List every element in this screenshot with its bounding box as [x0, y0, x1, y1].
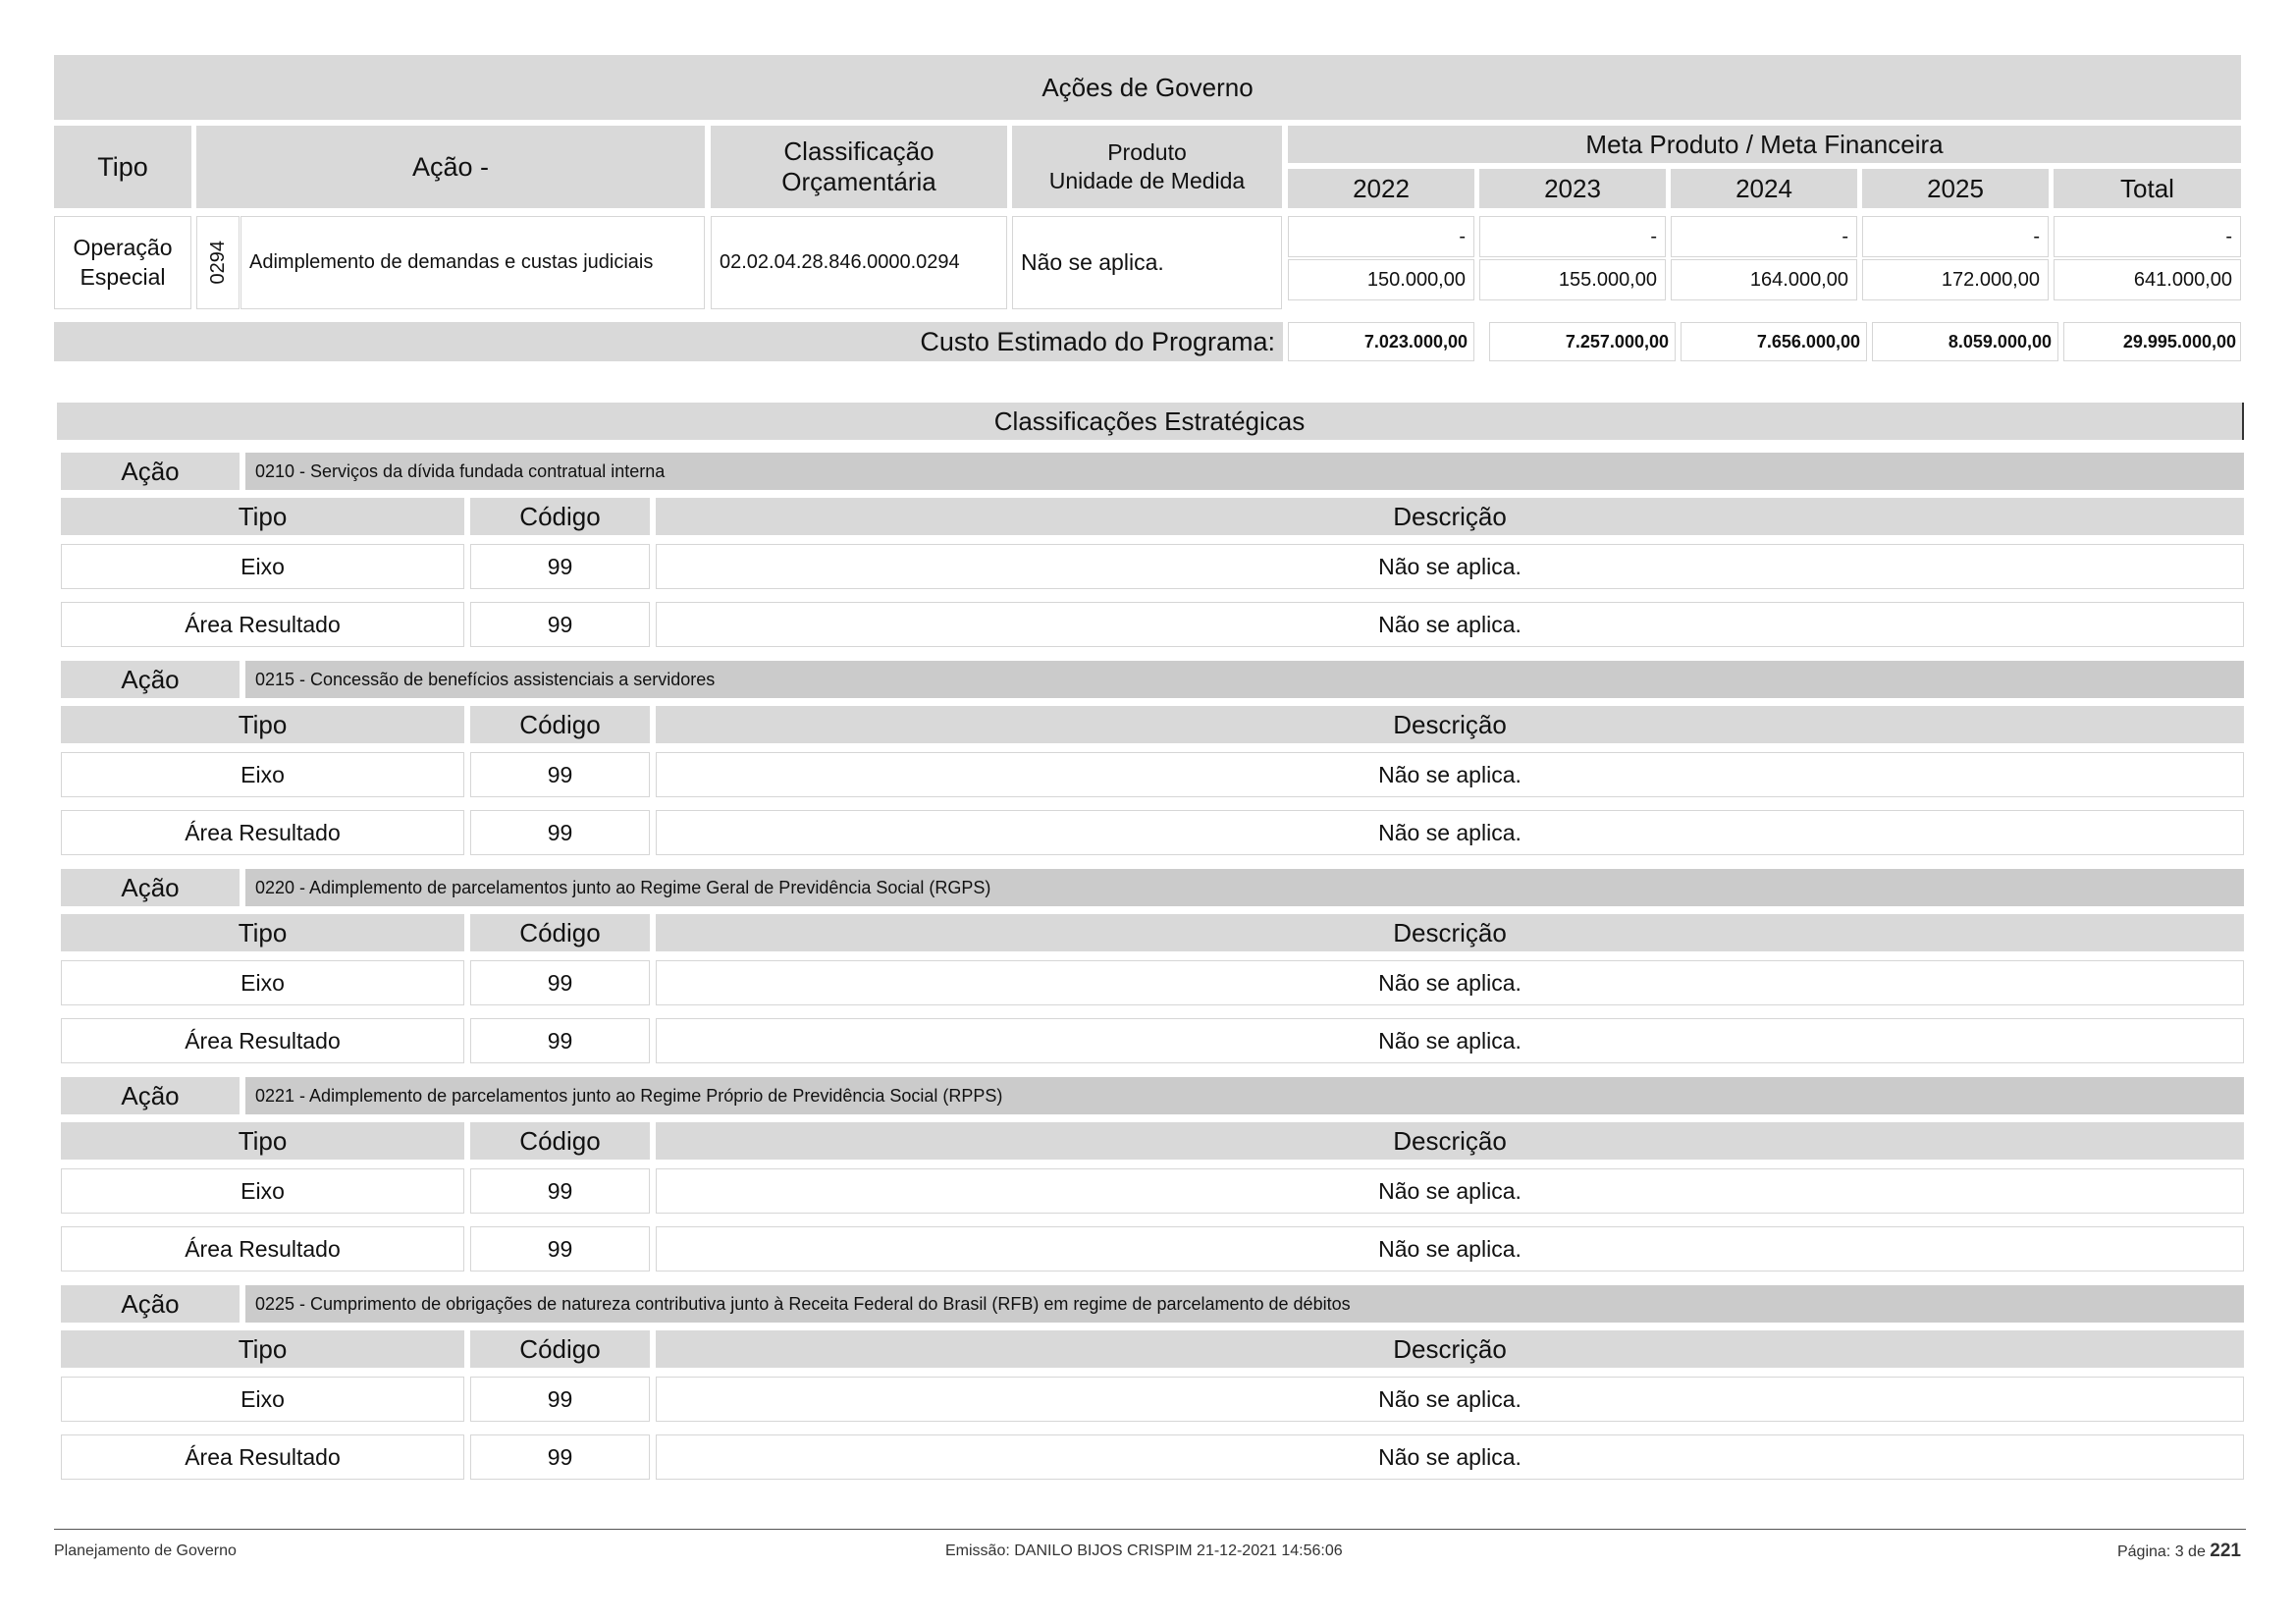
row-tipo-line1: Operação [73, 234, 173, 260]
meta-financeira-cell: 150.000,00 [1288, 259, 1474, 300]
footer-page-total: 221 [2210, 1541, 2241, 1561]
row-codigo: 99 [470, 960, 650, 1005]
col-header-descricao: Descrição [656, 1122, 2244, 1160]
acao-label: Ação [61, 453, 240, 490]
row-codigo: 99 [470, 1226, 650, 1271]
col-header-tipo: Tipo [61, 706, 464, 743]
row-codigo: 99 [470, 544, 650, 589]
row-tipo: Área Resultado [61, 1226, 464, 1271]
custo-value: 7.257.000,00 [1489, 322, 1676, 361]
meta-produto-cell: - [1288, 216, 1474, 257]
header-produto-line1: Produto [1107, 139, 1187, 166]
col-header-descricao: Descrição [656, 914, 2244, 951]
row-tipo [54, 216, 191, 309]
row-tipo: Eixo [61, 1377, 464, 1422]
row-codigo: 99 [470, 1168, 650, 1214]
header-year: 2023 [1479, 169, 1666, 208]
meta-financeira-cell: 172.000,00 [1862, 259, 2049, 300]
row-descricao: Não se aplica. [656, 1434, 2244, 1480]
col-header-tipo: Tipo [61, 498, 464, 535]
row-tipo: Área Resultado [61, 602, 464, 647]
acao-title: 0220 - Adimplemento de parcelamentos junto ao Regime Geral de Previdência Social (RGPS) [245, 869, 2244, 906]
row-codigo: 99 [470, 752, 650, 797]
col-header-tipo: Tipo [61, 914, 464, 951]
header-acao: Ação - [196, 126, 705, 208]
row-descricao: Não se aplica. [656, 544, 2244, 589]
row-codigo: 99 [470, 1018, 650, 1063]
acao-label: Ação [61, 1077, 240, 1114]
row-tipo: Eixo [61, 960, 464, 1005]
row-codigo: 99 [470, 1434, 650, 1480]
row-tipo: Área Resultado [61, 810, 464, 855]
header-meta: Meta Produto / Meta Financeira [1288, 126, 2241, 163]
custo-value: 7.656.000,00 [1681, 322, 1867, 361]
col-header-codigo: Código [470, 706, 650, 743]
header-classificacao [711, 126, 1007, 208]
header-produto-line2: Unidade de Medida [1048, 168, 1246, 193]
col-header-codigo: Código [470, 498, 650, 535]
acao-title: 0221 - Adimplemento de parcelamentos junto ao Regime Próprio de Previdência Social (RPPS) [245, 1077, 2244, 1114]
acao-title: 0210 - Serviços da dívida fundada contratual interna [245, 453, 2244, 490]
row-codigo-text: 0294 [206, 241, 229, 285]
header-classificacao-line2: Orçamentária [781, 167, 936, 196]
col-header-descricao: Descrição [656, 706, 2244, 743]
row-descricao: Não se aplica. [656, 810, 2244, 855]
meta-financeira-cell: 155.000,00 [1479, 259, 1666, 300]
col-header-codigo: Código [470, 1330, 650, 1368]
header-year: 2022 [1288, 169, 1474, 208]
custo-value: 8.059.000,00 [1872, 322, 2058, 361]
row-produto: Não se aplica. [1012, 216, 1282, 309]
meta-financeira-cell: 641.000,00 [2054, 259, 2241, 300]
acao-title: 0225 - Cumprimento de obrigações de natureza contributiva junto à Receita Federal do Brasil (RFB) em regime de parcelamento de débitos [245, 1285, 2244, 1323]
row-tipo: Área Resultado [61, 1434, 464, 1480]
row-tipo: Eixo [61, 1168, 464, 1214]
row-tipo: Eixo [61, 544, 464, 589]
row-codigo: 99 [470, 1377, 650, 1422]
row-tipo: Eixo [61, 752, 464, 797]
meta-produto-cell: - [1479, 216, 1666, 257]
meta-financeira-cell: 164.000,00 [1671, 259, 1857, 300]
footer-left: Planejamento de Governo [54, 1542, 237, 1559]
col-header-codigo: Código [470, 914, 650, 951]
acoes-governo-title: Ações de Governo [54, 55, 2241, 120]
row-descricao: Não se aplica. [656, 1018, 2244, 1063]
acao-title: 0215 - Concessão de benefícios assistenciais a servidores [245, 661, 2244, 698]
acao-label: Ação [61, 1285, 240, 1323]
meta-produto-cell: - [2054, 216, 2241, 257]
col-header-tipo: Tipo [61, 1330, 464, 1368]
footer-rule [54, 1529, 2246, 1530]
row-descricao: Não se aplica. [656, 1226, 2244, 1271]
col-header-codigo: Código [470, 1122, 650, 1160]
footer-page [2117, 1541, 2241, 1562]
row-tipo: Área Resultado [61, 1018, 464, 1063]
row-codigo: 99 [470, 810, 650, 855]
header-tipo: Tipo [54, 126, 191, 208]
row-codigo [196, 216, 240, 309]
header-classificacao-line1: Classificação [783, 135, 934, 166]
custo-estimado-label: Custo Estimado do Programa: [54, 322, 1283, 361]
meta-produto-cell: - [1862, 216, 2049, 257]
custo-value: 7.023.000,00 [1288, 322, 1474, 361]
col-header-descricao: Descrição [656, 498, 2244, 535]
col-header-descricao: Descrição [656, 1330, 2244, 1368]
row-descricao: Não se aplica. [656, 1168, 2244, 1214]
acao-label: Ação [61, 869, 240, 906]
acao-label: Ação [61, 661, 240, 698]
row-descricao: Não se aplica. [656, 602, 2244, 647]
row-descricao: Não se aplica. [656, 752, 2244, 797]
row-codigo: 99 [470, 602, 650, 647]
row-classificacao: 02.02.04.28.846.0000.0294 [711, 216, 1007, 309]
meta-produto-cell: - [1671, 216, 1857, 257]
footer-page-prefix: Página: 3 de [2116, 1543, 2206, 1560]
row-acao: Adimplemento de demandas e custas judiciais [240, 216, 705, 309]
custo-total: 29.995.000,00 [2063, 322, 2241, 361]
header-year: 2025 [1862, 169, 2049, 208]
col-header-tipo: Tipo [61, 1122, 464, 1160]
row-descricao: Não se aplica. [656, 960, 2244, 1005]
header-total: Total [2054, 169, 2241, 208]
footer-center: Emissão: DANILO BIJOS CRISPIM 21-12-2021 14:56:06 [945, 1542, 1343, 1559]
header-produto [1012, 126, 1282, 208]
header-year: 2024 [1671, 169, 1857, 208]
classificacoes-title: Classificações Estratégicas [57, 403, 2244, 440]
row-descricao: Não se aplica. [656, 1377, 2244, 1422]
row-tipo-line2: Especial [80, 263, 166, 290]
